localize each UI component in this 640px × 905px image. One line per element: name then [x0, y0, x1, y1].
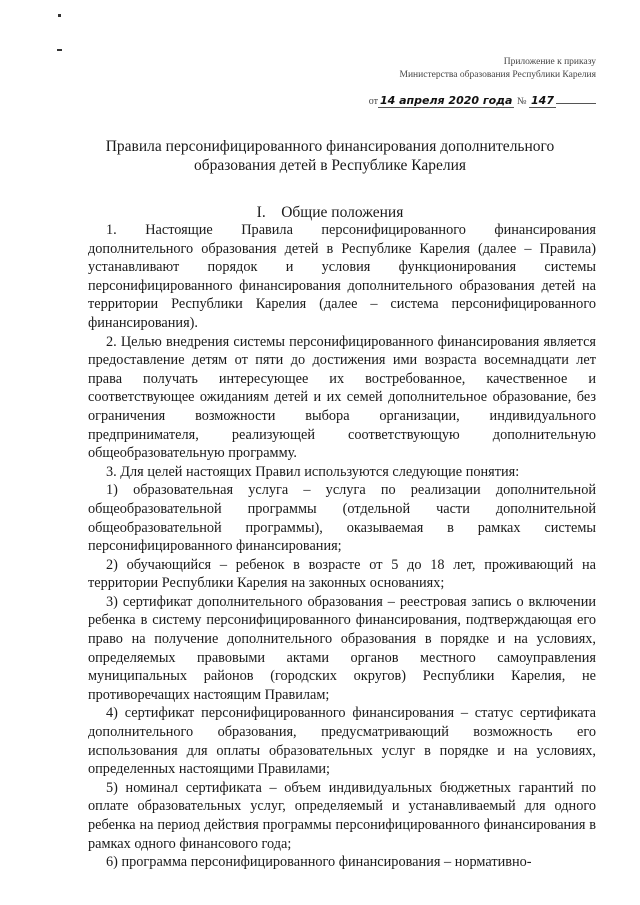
section-title: Общие положения — [281, 204, 404, 221]
appendix-header — [400, 56, 596, 82]
paragraph: 5) номинал сертификата – объем индивидуальных бюджетных гарантий по оплате образовательных услуг, определяемый и устанавливаемый для одного ребенка на период действия программы персонифицированного финансирования в рамках одного финансового года; — [88, 779, 596, 852]
scan-artifact-mark — [58, 14, 61, 17]
scan-artifact-mark — [57, 49, 62, 51]
document-title — [80, 137, 580, 175]
section-number: I. — [256, 204, 266, 221]
document-body — [88, 221, 596, 872]
paragraph: 2. Целью внедрения системы персонифицированного финансирования является предоставление детям от пяти до достижения ими возраста восемнадцати лет права получать интересующее их востребованное, качественное и соответствующее ожиданиям детей и их семей дополнительное образование, без ограничения возможности выбора организации, индивидуального предпринимателя, реализующей соответствующую дополнительную общеобразовательную программу. — [88, 333, 596, 462]
appendix-header-line: Министерства образования Республики Карелия — [399, 70, 596, 80]
paragraph: 6) программа персонифицированного финансирования – нормативно- — [106, 854, 532, 871]
section-heading — [80, 203, 580, 222]
document-title-line: Правила персонифицированного финансирования дополнительного — [105, 138, 555, 155]
order-date-handwritten: 14 апреля 2020 года — [379, 94, 513, 107]
order-number-label: № — [516, 96, 527, 107]
paragraph: 2) обучающийся – ребенок в возрасте от 5 до 18 лет, проживающий на территории Республики Карелия на законных основаниях; — [88, 556, 596, 592]
paragraph: 3) сертификат дополнительного образования – реестровая запись о включении ребенка в систему персонифицированного финансирования, подтверждающая его право на получение дополнительного образования в порядке и на условиях, определяемых правовыми актами органов местного самоуправления муниципальных районов (городских округов) Республики Карелия, не противоречащих настоящим Правилам; — [88, 593, 596, 703]
appendix-header-line: Приложение к приказу — [503, 57, 596, 67]
order-number-handwritten: 147 — [531, 94, 554, 107]
document-title-line: образования детей в Республике Карелия — [193, 157, 467, 174]
order-prefix: от — [368, 96, 378, 107]
order-underline — [556, 103, 596, 104]
paragraph: 1. Настоящие Правила персонифицированного финансирования дополнительного образования детей в Республике Карелия (далее – Правила) устанавливают порядок и условия функционирования системы персонифицированного финансирования дополнительного образования детей на территории Республики Карелия (далее – система персонифицированного финансирования). — [88, 222, 596, 331]
order-reference — [369, 94, 596, 107]
paragraph: 1) образовательная услуга – услуга по реализации дополнительной общеобразовательной программы (отдельной части дополнительной общеобразовательной программы), оказываемая в рамках системы персонифицированного финансирования; — [88, 482, 596, 555]
paragraph: 3. Для целей настоящих Правил используются следующие понятия: — [106, 463, 520, 480]
paragraph: 4) сертификат персонифицированного финансирования – статус сертификата дополнительного образования, предусматривающий возможность его использования для оплаты образовательных услуг в порядке и на условиях, определенных настоящими Правилами; — [88, 705, 596, 778]
